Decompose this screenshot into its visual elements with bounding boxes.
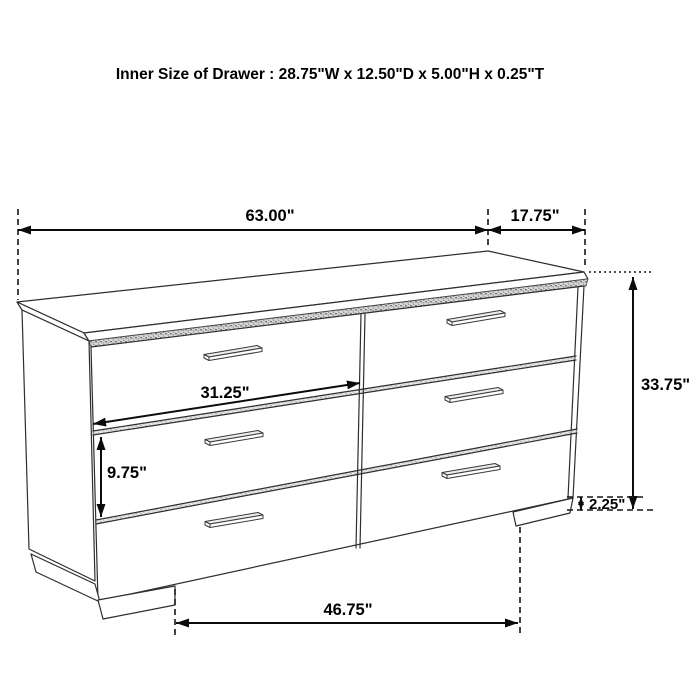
dim-label-overall-width: 63.00": [245, 207, 295, 225]
dim-label-base-height: 2.25": [589, 496, 626, 513]
dim-label-overall-height: 33.75": [641, 376, 691, 394]
dresser-drawing: [17, 251, 588, 619]
dim-label-leg-spacing: 46.75": [323, 601, 373, 619]
diagram-title: Inner Size of Drawer : 28.75"W x 12.50"D x 5.00"H x 0.25"T: [115, 66, 545, 83]
dim-base-height: [567, 496, 656, 513]
side-panel-left: [22, 310, 95, 581]
dim-label-overall-depth: 17.75": [510, 207, 560, 225]
dim-label-drawer-width: 31.25": [200, 384, 250, 402]
dim-overall-height: [589, 272, 690, 509]
dim-label-drawer-height: 9.75": [107, 464, 147, 482]
